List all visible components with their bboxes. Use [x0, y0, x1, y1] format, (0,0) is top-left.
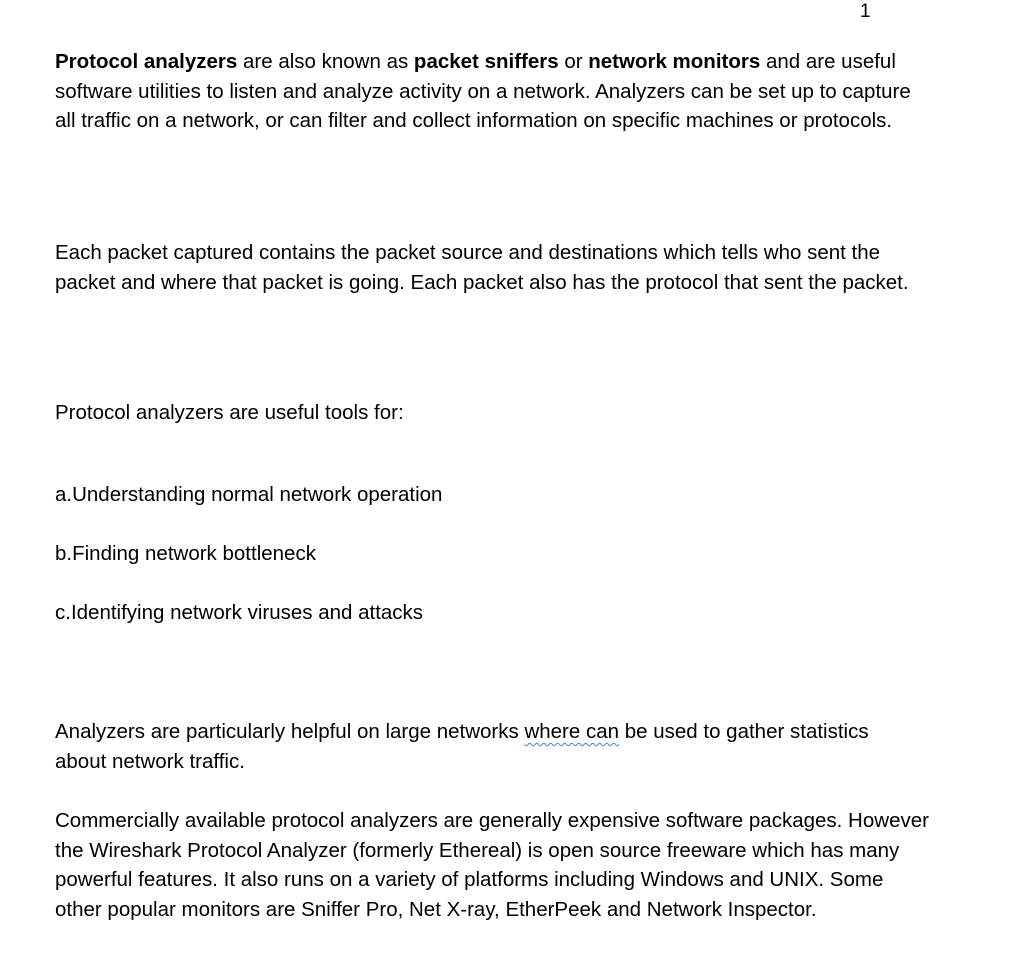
term-packet-sniffers: packet sniffers	[413, 50, 559, 73]
tools-heading-paragraph: Protocol analyzers are useful tools for:	[55, 401, 404, 424]
page-number: 1	[860, 1, 871, 22]
large-networks-text-1: Analyzers are particularly helpful on large networks	[55, 720, 525, 743]
term-network-monitors: network monitors	[588, 50, 761, 73]
large-networks-text-2: be used to gather statistics about network traffic.	[55, 720, 869, 773]
list-item: a.Understanding normal network operation	[55, 483, 443, 506]
commercial-paragraph: Commercially available protocol analyzers are generally expensive software packages. However the Wireshark Protocol Analyzer (formerly Ethereal) is open source freeware which has many powerful features. It also runs on a variety of platforms including Windows and UNIX. Some other popular monitors are Sniffer Pro, Net X-ray, EtherPeek and Network Inspector.	[55, 809, 929, 921]
intro-text-1: are also known as	[237, 50, 414, 73]
intro-text-3: and are useful software utilities to listen and analyze activity on a network. Analyzers can be set up to capture all traffic on a network, or can filter and collect information on specific machines or protocols.	[55, 50, 911, 133]
grammar-flagged-text[interactable]: where can	[524, 720, 620, 743]
intro-text-2: or	[558, 50, 589, 73]
large-networks-paragraph	[55, 717, 895, 776]
list-item: c.Identifying network viruses and attacks	[55, 601, 424, 624]
term-protocol-analyzers: Protocol analyzers	[55, 50, 238, 73]
intro-paragraph	[55, 47, 935, 136]
packet-paragraph: Each packet captured contains the packet source and destinations which tells who sent the packet and where that packet is going. Each packet also has the protocol that sent the packet.	[55, 241, 909, 294]
list-item: b.Finding network bottleneck	[55, 542, 316, 565]
